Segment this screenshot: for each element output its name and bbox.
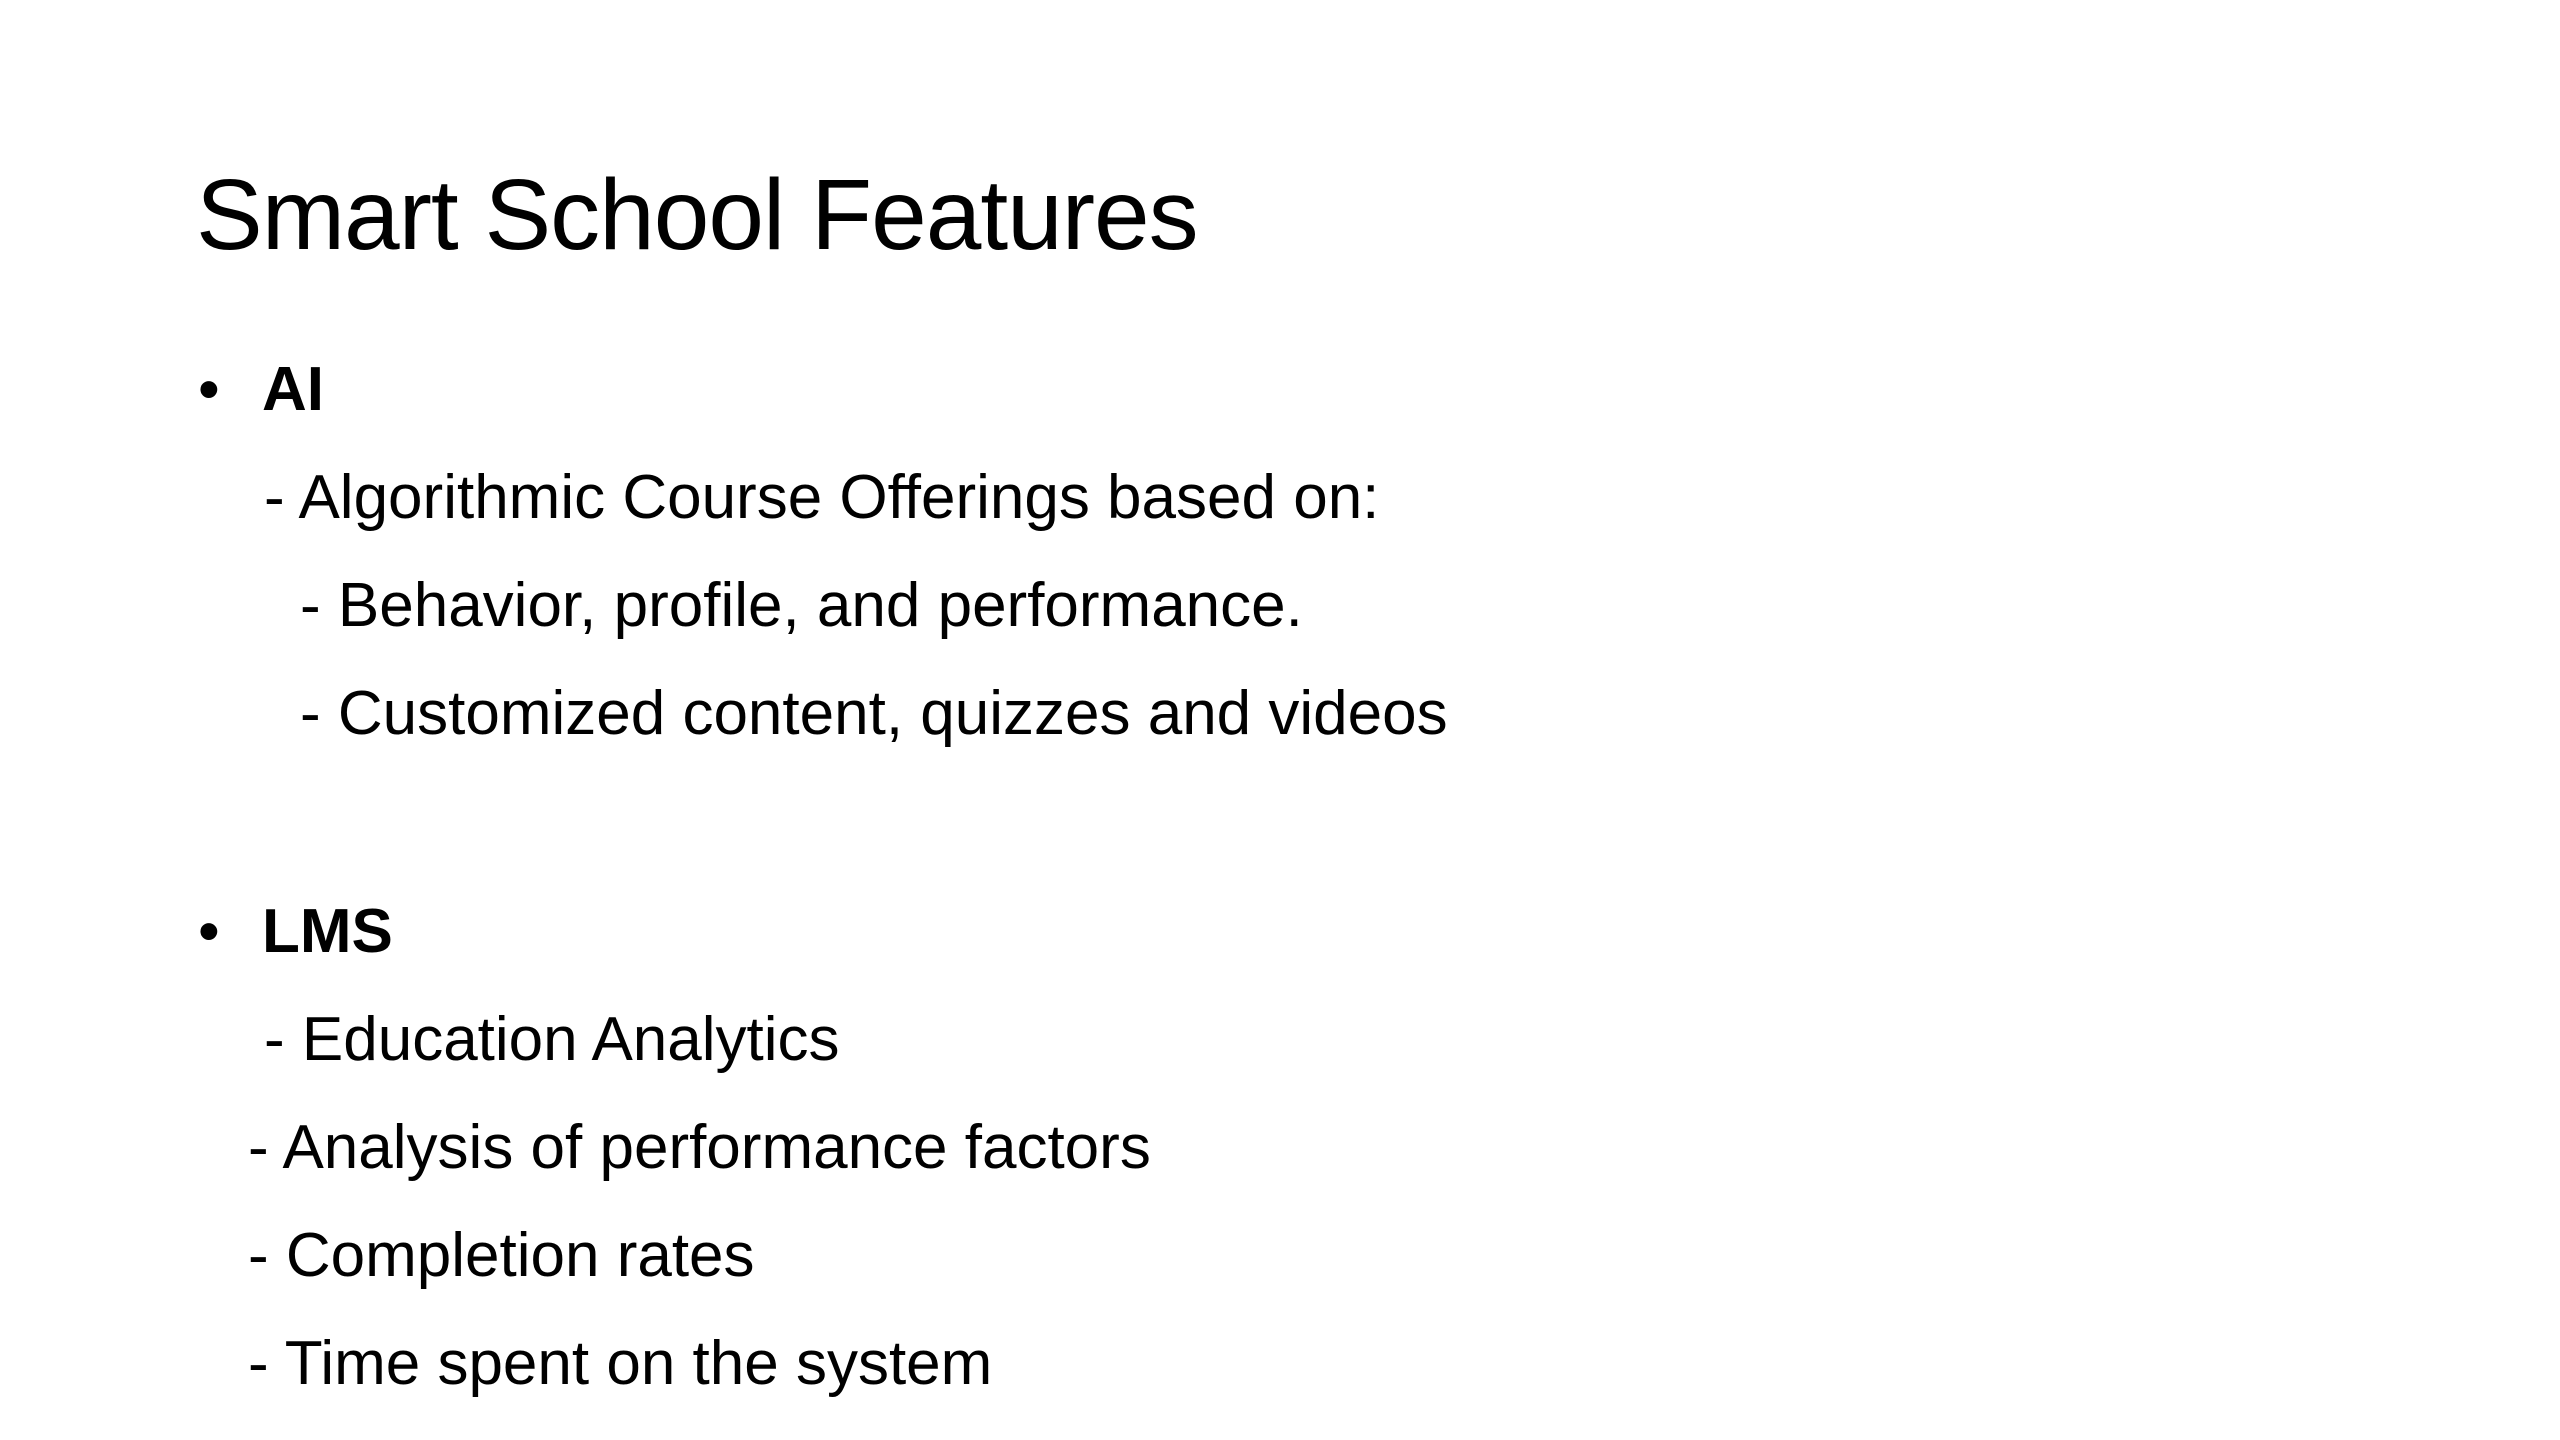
- section-lms-line-1: - Education Analytics: [264, 1005, 840, 1074]
- section-lms-line-4: - Time spent on the system: [248, 1329, 993, 1398]
- bullet-dot-icon: •: [198, 355, 220, 424]
- section-heading-ai: AI: [262, 355, 324, 424]
- bullet-dot-icon: •: [198, 897, 220, 966]
- section-ai-line-2: - Behavior, profile, and performance.: [300, 571, 1303, 640]
- section-lms-line-3: - Completion rates: [248, 1221, 755, 1290]
- section-lms-line-2: - Analysis of performance factors: [248, 1113, 1151, 1182]
- slide-title: Smart School Features: [196, 159, 1198, 271]
- section-ai-line-1: - Algorithmic Course Offerings based on:: [264, 463, 1380, 532]
- section-ai-line-3: - Customized content, quizzes and videos: [300, 679, 1448, 748]
- section-heading-lms: LMS: [262, 897, 393, 966]
